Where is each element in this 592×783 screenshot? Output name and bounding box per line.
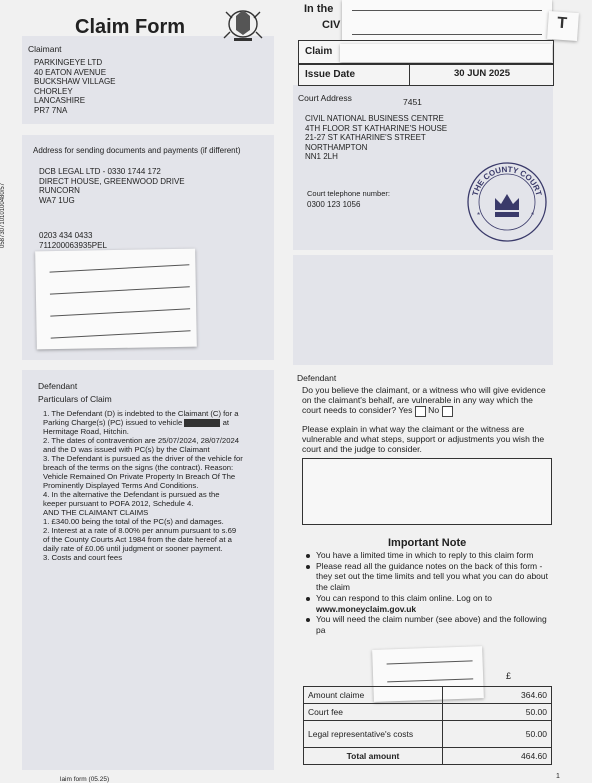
- legal-costs-label: Legal representative's costs: [304, 721, 443, 748]
- court-code: 7451: [403, 97, 422, 107]
- claims-3: 3. Costs and court fees: [43, 553, 123, 562]
- claimant-line: BUCKSHAW VILLAGE: [34, 77, 116, 86]
- claims-1: 1. £340.00 being the total of the PC(s) and damages.: [43, 517, 224, 526]
- defendant-label-left: Defendant: [38, 381, 78, 391]
- form-reference: laim form (05.25): [60, 776, 110, 783]
- claims-heading: AND THE CLAIMANT CLAIMS: [43, 508, 149, 517]
- service-address-line: DIRECT HOUSE, GREENWOOD DRIVE: [39, 176, 185, 186]
- side-reference: 05873071010100480/57: [0, 182, 6, 248]
- civ-label: CIV: [322, 19, 341, 31]
- table-row: [304, 748, 552, 765]
- claimant-line: PR7 7NA: [34, 105, 68, 115]
- table-row: [304, 704, 552, 721]
- issue-date-value: 30 JUN 2025: [454, 68, 510, 79]
- important-note-title: Important Note: [388, 537, 467, 549]
- claimant-line: CHORLEY: [34, 86, 73, 96]
- table-row: [304, 721, 552, 748]
- claimant-label: Claimant: [28, 44, 62, 54]
- court-address-line: 4TH FLOOR ST KATHARINE'S HOUSE: [305, 123, 448, 133]
- claimant-line: PARKINGEYE LTD: [34, 58, 103, 67]
- service-address: [39, 167, 185, 205]
- note-bullet-3-text: You can respond to this claim online. Log on to: [316, 592, 492, 603]
- court-address-line: NN1 2LH: [305, 152, 338, 161]
- svg-text:*: *: [477, 211, 481, 220]
- court-address-line: CIVIL NATIONAL BUSINESS CENTRE: [305, 114, 444, 123]
- royal-crest-icon: [220, 4, 266, 46]
- seal-text: THE COUNTY COURT: [470, 164, 544, 197]
- particulars-label: Particulars of Claim: [38, 394, 112, 404]
- claim-number-label: Claim: [305, 46, 333, 57]
- legal-costs-value: 50.00: [443, 721, 552, 748]
- particulars-2: 2. The dates of contravention are 25/07/2024, 28/07/2024 and the D was issued with PC(s) by the Claimant: [43, 436, 240, 454]
- service-reference: 711200063935PEL: [39, 241, 107, 250]
- vulnerability-answer-box[interactable]: [302, 458, 552, 525]
- court-address: [305, 114, 447, 162]
- amounts-table: [303, 686, 552, 765]
- claims-2: 2. Interest at a rate of 8.00% per annum pursuant to s.69 of the County Courts Act 1984 from the date hereof at a daily rate of £0.06 until judgment or sooner payment.: [43, 526, 237, 553]
- court-address-line: NORTHAMPTON: [305, 142, 368, 152]
- service-phone: 0203 434 0433: [39, 231, 93, 240]
- form-title: Claim Form: [75, 16, 186, 38]
- particulars-4: 4. In the alternative the Defendant is pursued as the keeper pursuant to POFA 2012, Schedule 4.: [43, 490, 220, 508]
- issue-date-divider: [409, 64, 410, 86]
- amount-claimed-value: 364.60: [443, 687, 552, 704]
- note-bullet-4: You will need the claim number (see above) and the following pa: [304, 614, 552, 635]
- currency-symbol: £: [506, 671, 512, 681]
- important-note-list: [304, 550, 552, 636]
- vulnerability-question-text: Do you believe the claimant, or a witness who will give evidence on the claimant's behalf, are vulnerable in any way which the court needs to consider?: [302, 385, 546, 416]
- amount-claimed-label: Amount claime: [304, 687, 443, 704]
- page-number: 1: [556, 773, 560, 780]
- moneyclaim-link[interactable]: www.moneyclaim.gov.uk: [316, 603, 417, 614]
- vulnerability-question: [302, 385, 552, 417]
- court-telephone-label: Court telephone number:: [307, 189, 390, 198]
- court-fee-label: Court fee: [304, 704, 443, 721]
- vehicle-redaction: [184, 419, 220, 427]
- note-bullet-3: [304, 593, 552, 614]
- tab-sticker: T: [547, 11, 579, 41]
- particulars-text: [43, 409, 243, 562]
- service-address-line: DCB LEGAL LTD - 0330 1744 172: [39, 167, 161, 176]
- service-address-line: RUNCORN: [39, 186, 80, 195]
- redaction-sticker: [35, 249, 197, 350]
- right-blank-panel: [293, 255, 553, 365]
- yes-checkbox[interactable]: [415, 406, 426, 417]
- claimant-line: LANCASHIRE: [34, 96, 86, 105]
- svg-text:*: *: [531, 211, 535, 220]
- claimant-line: 40 EATON AVENUE: [34, 67, 107, 77]
- yes-label: Yes: [398, 405, 413, 416]
- court-address-label: Court Address: [298, 93, 352, 103]
- service-address-line: WA7 1UG: [39, 195, 75, 205]
- note-bullet-1: You have a limited time in which to reply to this claim form: [304, 550, 552, 561]
- particulars-3: 3. The Defendant is pursued as the driver of the vehicle for breach of the terms on the signs (the contract). Reason: Vehicle Remained On Private Property In Breach Of The Prominently Displayed Terms And Conditions.: [43, 454, 243, 490]
- court-address-line: 21-27 ST KATHARINE'S STREET: [305, 133, 426, 142]
- no-checkbox[interactable]: [442, 406, 453, 417]
- in-the-label: In the: [304, 3, 334, 15]
- court-fee-value: 50.00: [443, 704, 552, 721]
- issue-date-label: Issue Date: [305, 69, 356, 80]
- vulnerability-explain: Please explain in what way the claimant or the witness are vulnerable and what steps, support or adjustments you wish the court and the judge to consider.: [302, 424, 545, 455]
- total-value: 464.60: [443, 748, 552, 765]
- particulars-1a: 1. The Defendant (D) is indebted to the Claimant (C) for a Parking Charge(s) (PC) issued to vehicle: [43, 409, 239, 427]
- county-court-seal-icon: [465, 160, 549, 244]
- total-label: Total amount: [304, 748, 443, 765]
- particulars-1b: at Hermitage Road, Hitchin.: [43, 418, 229, 436]
- claimant-address: [34, 58, 116, 115]
- svg-text:THE COUNTY COURT: [471, 165, 544, 197]
- claim-number-sticker: [340, 44, 552, 62]
- court-telephone: 0300 123 1056: [307, 200, 361, 209]
- service-address-label: Address for sending documents and payments (if different): [33, 146, 241, 155]
- table-row: [304, 687, 552, 704]
- defendant-label-right: Defendant: [297, 373, 337, 383]
- note-bullet-2: Please read all the guidance notes on the back of this form - they set out the time limits and tell you what you can do about the claim: [304, 561, 552, 593]
- no-label: No: [428, 405, 440, 416]
